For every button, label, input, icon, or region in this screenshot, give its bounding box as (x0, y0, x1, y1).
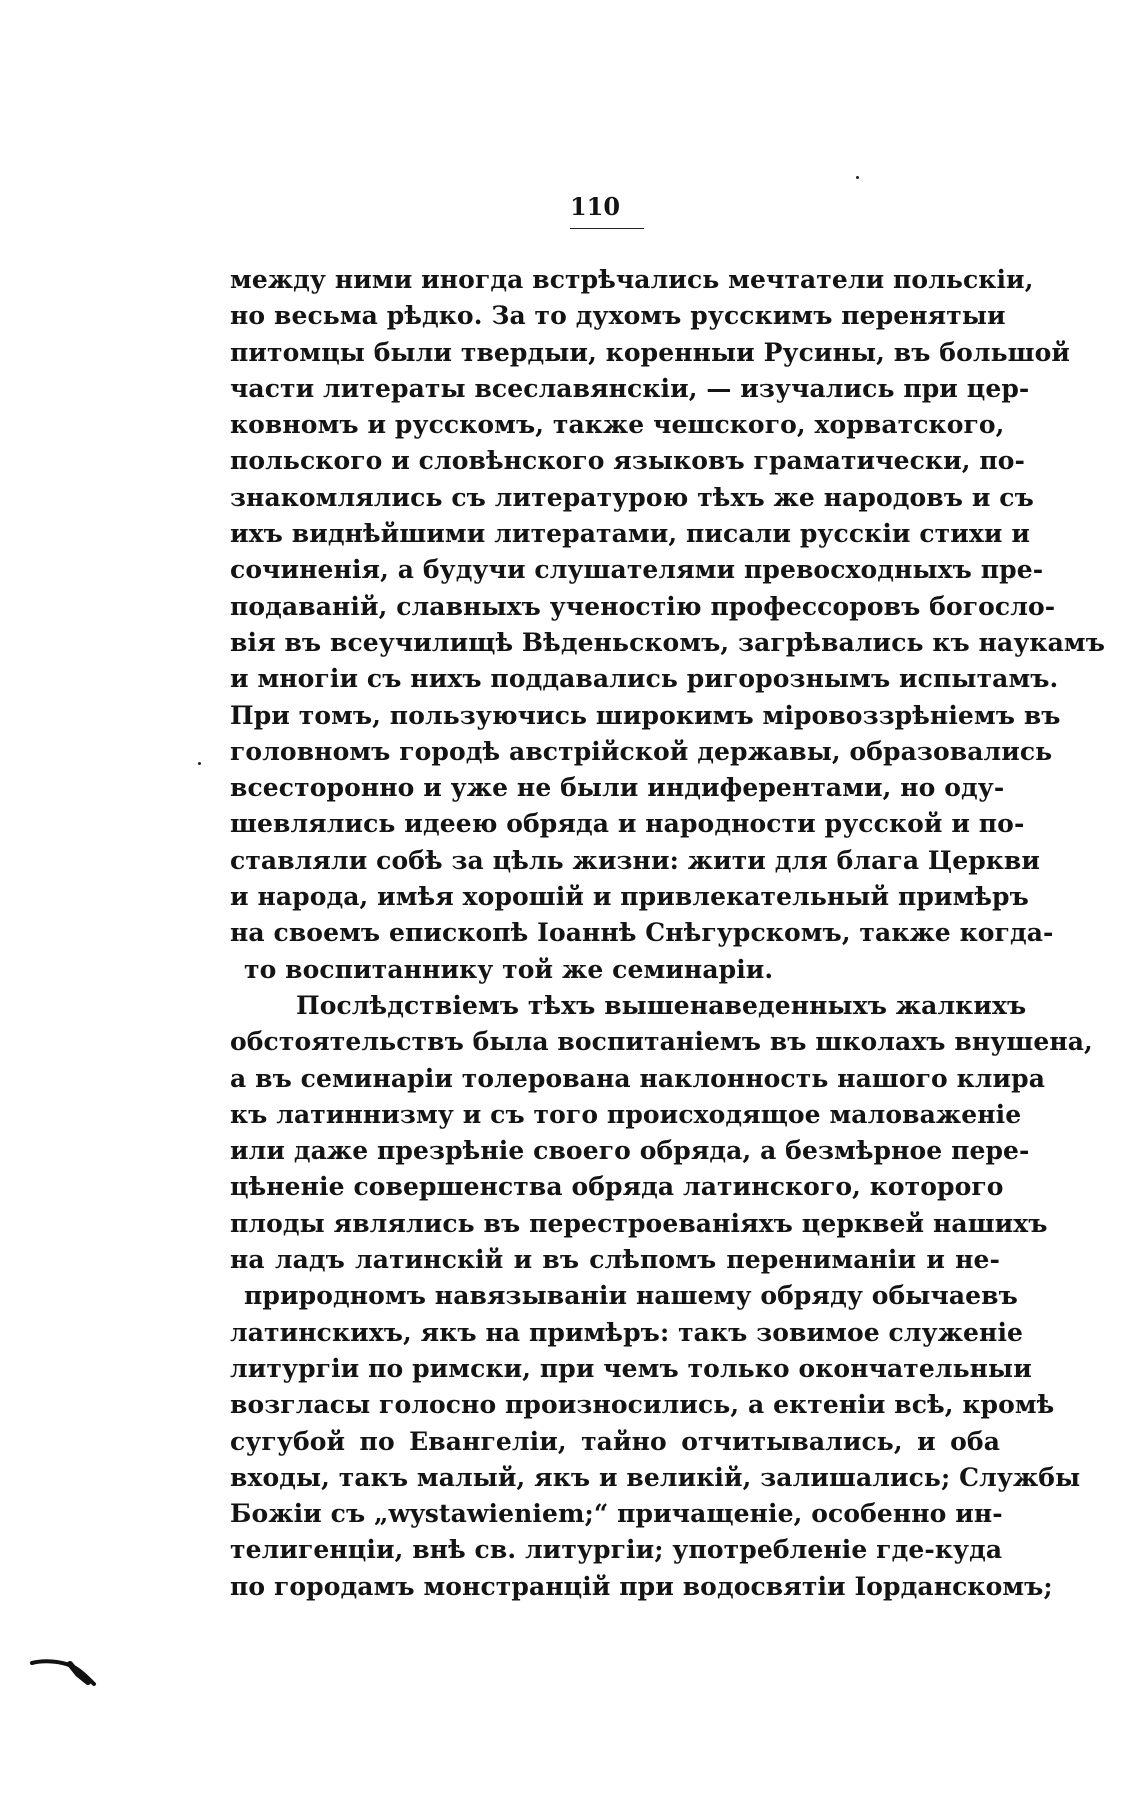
text-line: ковномъ и русскомъ, также чешского, хорватского, (230, 410, 1005, 440)
text-line: и многіи съ нихъ поддавались ригорознымъ испытамъ. (230, 664, 1059, 694)
text-line: сочиненія, а будучи слушателями превосходныхъ пре- (230, 555, 1044, 585)
text-line: на своемъ епископѣ Іоаннѣ Снѣгурскомъ, также когда- (230, 918, 1054, 948)
text-line: литургіи по римски, при чемъ только окончательныи (230, 1353, 1032, 1383)
page-number: 110 (569, 192, 621, 221)
specks-mark (198, 762, 201, 765)
text-line: и народа, имѣя хорошій и привлекательный примѣръ (230, 882, 1029, 912)
ink-stroke-mark (30, 1654, 98, 1688)
text-line: возгласы голосно произносились, а ектеніи всѣ, кромѣ (230, 1390, 1055, 1420)
text-line: части литераты всеславянскіи, — изучались при цер- (230, 373, 1030, 403)
text-line: ихъ виднѣйшими литератами, писали русскіи стихи и (230, 519, 1031, 549)
text-line: вія въ всеучилищѣ Вѣденьскомъ, загрѣвались къ наукамъ (230, 627, 1105, 657)
text-line: подаваній, славныхъ ученостію профессоровъ богосло- (230, 591, 1056, 621)
text-line: а въ семинаріи толерована наклонность нашого клира (230, 1063, 1046, 1093)
text-line: обстоятельствъ была воспитаніемъ въ школахъ внушена, (230, 1027, 1093, 1057)
body-text (230, 262, 1105, 1605)
text-line: всесторонно и уже не были индиферентами, но оду- (230, 773, 1005, 803)
text-line: Божіи съ „wystawieniem;“ причащеніе, особенно ин- (230, 1499, 1003, 1529)
paragraph-1 (230, 262, 1105, 988)
text-line: плоды являлись въ перестроеваніяхъ церквей нашихъ (230, 1208, 1048, 1238)
text-line: польского и словѣнского языковъ граматически, по- (230, 446, 1025, 476)
page-number-underline (570, 228, 644, 229)
text-line: сугубой по Евангеліи, тайно отчитывались, и оба (230, 1426, 1000, 1456)
text-line: ставляли собѣ за цѣль жизни: жити для блага Церкви (230, 845, 1041, 875)
text-line: головномъ городѣ австрійской державы, образовались (230, 736, 1053, 766)
text-line: телигенціи, внѣ св. литургіи; употребленіе где-куда (230, 1535, 1003, 1565)
text-line: но весьма рѣдко. За то духомъ русскимъ перенятыи (230, 301, 1006, 331)
text-line: латинскихъ, якъ на примѣръ: такъ зовимое служеніе (230, 1317, 1024, 1347)
text-line: шевлялись идеею обряда и народности русской и по- (230, 809, 1025, 839)
text-line: между ними иногда встрѣчались мечтатели польскіи, (230, 265, 1034, 294)
text-line: При томъ, пользуючись широкимъ міровоззрѣніемъ въ (230, 700, 1061, 730)
text-line: на ладъ латинскій и въ слѣпомъ перениманіи и не- (230, 1245, 1000, 1275)
paragraph-2 (230, 988, 1093, 1605)
text-line: цѣненіе совершенства обряда латинского, которого (230, 1172, 1004, 1202)
text-line: входы, такъ малый, якъ и великій, залишались; Службы (230, 1462, 1081, 1492)
text-line: или даже презрѣніе своего обряда, а безмѣрное пере- (230, 1136, 1030, 1166)
specks-mark (856, 176, 859, 179)
text-line: Послѣдствіемъ тѣхъ вышенаведенныхъ жалкихъ (296, 990, 1027, 1020)
text-line: питомцы были твердыи, коренныи Русины, въ большой (230, 337, 1071, 367)
text-line: природномъ навязываніи нашему обряду обычаевъ (244, 1281, 1018, 1311)
text-line: то воспитаннику той же семинаріи. (244, 954, 774, 984)
text-line: къ латиннизму и съ того происходящое маловаженіе (230, 1099, 1022, 1129)
text-line: по городамъ монстранцій при водосвятіи Іорданскомъ; (230, 1571, 1053, 1601)
text-line: знакомлялись съ литературою тѣхъ же народовъ и съ (230, 482, 1034, 512)
